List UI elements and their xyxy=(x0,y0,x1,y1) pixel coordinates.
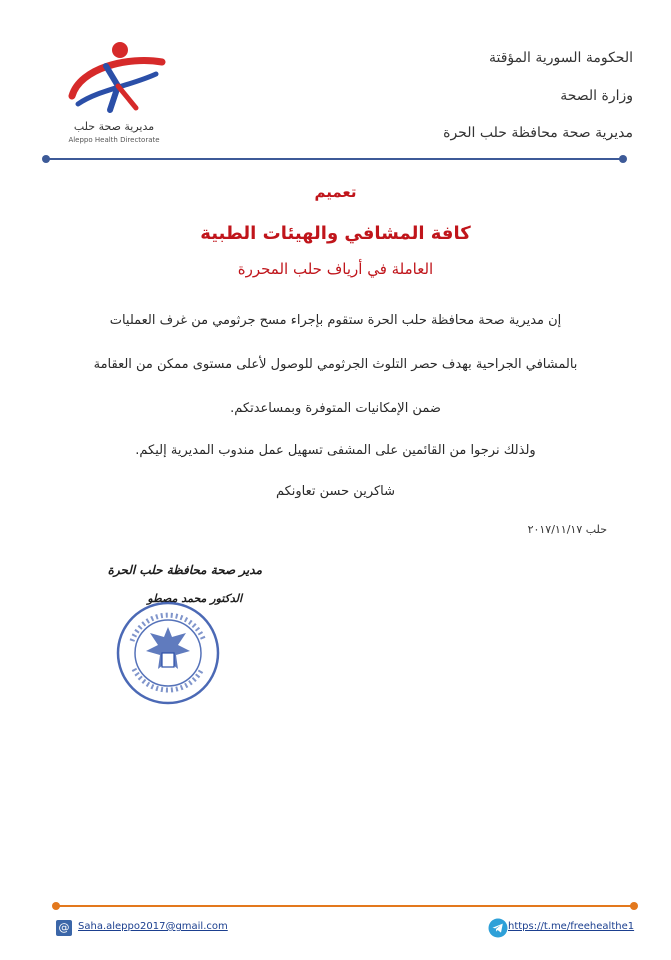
logo-english-label: Aleppo Health Directorate xyxy=(68,136,160,144)
footer-divider xyxy=(55,905,637,907)
logo-arabic-label: مديرية صحة حلب xyxy=(73,120,155,133)
footer-divider-dot-left xyxy=(52,902,60,910)
email-link[interactable]: Saha.aleppo2017@gmail.com xyxy=(78,921,228,932)
header-divider-dot-left xyxy=(42,155,50,163)
doc-recipients-scope: العاملة في أرياف حلب المحررة xyxy=(237,260,434,278)
footer-divider-dot-right xyxy=(630,902,638,910)
official-stamp xyxy=(112,597,224,709)
body-paragraph-4: ولذلك نرجوا من القائمين على المشفى تسهيل عمل مندوب المديرية إليكم. xyxy=(135,443,536,458)
header-ministry: وزارة الصحة xyxy=(560,88,633,104)
document-date: حلب ٢٠١٧/١١/١٧ xyxy=(527,523,607,536)
header-government: الحكومة السورية المؤقتة xyxy=(488,50,633,66)
telegram-link[interactable]: https://t.me/freehealthe1 xyxy=(508,921,635,932)
body-paragraph-3: ضمن الإمكانيات المتوفرة وبمساعدتكم. xyxy=(230,401,441,416)
body-paragraph-2: بالمشافي الجراحية بهدف حصر التلوث الجرثومي للوصول لأعلى مستوى ممكن من العقامة xyxy=(93,357,578,372)
health-figure-icon xyxy=(58,38,170,128)
header-divider xyxy=(46,158,622,160)
body-paragraph-1: إن مديرية صحة محافظة حلب الحرة ستقوم بإجراء مسح جرثومي من غرف العمليات xyxy=(109,313,562,328)
doc-title: تعميم xyxy=(314,183,357,201)
signatory-name: الدكتور محمد مصطو xyxy=(147,592,242,605)
signatory-title: مدير صحة محافظة حلب الحرة xyxy=(107,563,262,577)
email-icon: @ xyxy=(56,920,72,936)
doc-recipients: كافة المشافي والهيئات الطبية xyxy=(200,223,471,244)
telegram-icon xyxy=(488,918,508,938)
closing-line: شاكرين حسن تعاونكم xyxy=(275,484,396,499)
header-directorate: مديرية صحة محافظة حلب الحرة xyxy=(443,125,633,141)
header-divider-dot-right xyxy=(619,155,627,163)
eagle-stamp-icon xyxy=(112,597,224,709)
